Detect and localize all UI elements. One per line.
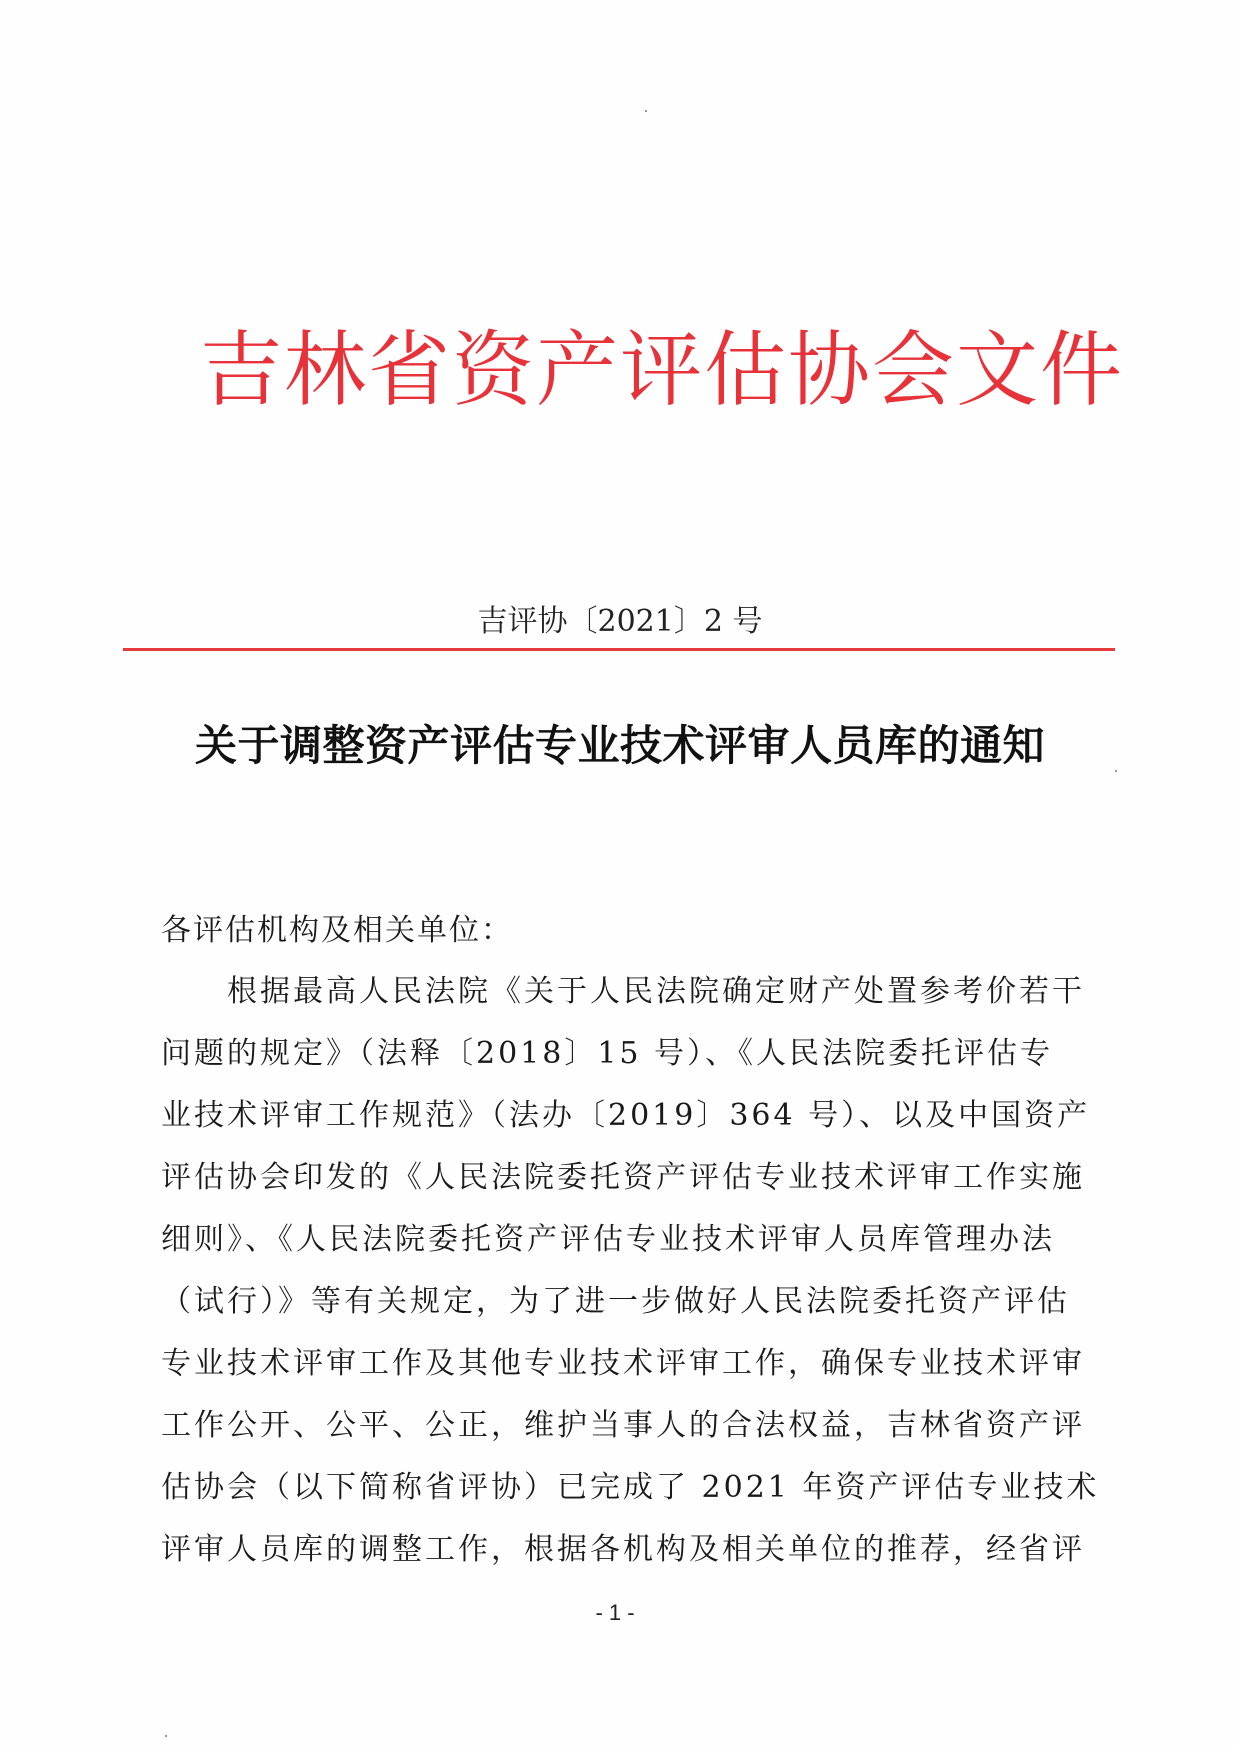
body-line-3: 业技术评审工作规范》（法办〔2019〕364 号）、以及中国资产	[161, 1098, 1091, 1133]
salutation: 各评估机构及相关单位：	[161, 913, 513, 948]
scan-speck	[645, 110, 647, 112]
notice-title: 关于调整资产评估专业技术评审人员库的通知	[194, 721, 1045, 770]
red-divider-line	[123, 648, 1115, 651]
body-line-8: 工作公开、公平、公正，维护当事人的合法权益，吉林省资产评	[161, 1408, 1085, 1443]
page-number: - 1 -	[595, 1600, 635, 1625]
document-number: 吉评协〔2021〕2 号	[477, 604, 763, 639]
body-line-2: 问题的规定》（法释〔2018〕15 号）、《人民法院委托评估专	[161, 1036, 1054, 1071]
body-line-10: 评审人员库的调整工作，根据各机构及相关单位的推荐，经省评	[161, 1532, 1085, 1567]
body-line-4: 评估协会印发的《人民法院委托资产评估专业技术评审工作实施	[161, 1160, 1085, 1195]
body-line-6: （试行）》等有关规定，为了进一步做好人民法院委托资产评估	[161, 1284, 1070, 1319]
body-line-1: 根据最高人民法院《关于人民法院确定财产处置参考价若干	[161, 974, 1085, 1009]
scan-speck	[1115, 770, 1117, 772]
body-line-7: 专业技术评审工作及其他专业技术评审工作，确保专业技术评审	[161, 1346, 1085, 1381]
masthead-title: 吉林省资产评估协会文件	[200, 323, 1125, 418]
body-line-5: 细则》、《人民法院委托资产评估专业技术评审人员库管理办法	[161, 1222, 1055, 1257]
scan-speck	[165, 1735, 167, 1737]
body-line-9: 估协会（以下简称省评协）已完成了 2021 年资产评估专业技术	[161, 1470, 1100, 1505]
